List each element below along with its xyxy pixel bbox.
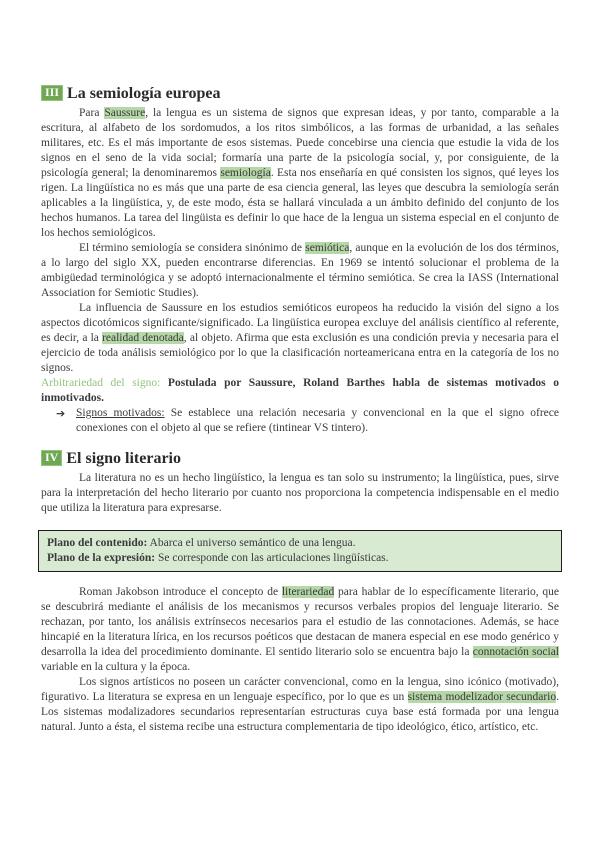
section-heading [41, 449, 559, 468]
definition-term: Plano del contenido: [47, 537, 148, 549]
section-signo-literario [41, 449, 559, 735]
paragraph-literatura: La literatura no es un hecho lingüístico, la lengua es tan solo su instrumento; la lingüística, pues, sirve para la interpretación del hecho literario por cuanto nos proporciona la competencia indispensable en el medio que utiliza la literatura para expresarse. [41, 472, 559, 514]
highlight-term: literariedad [281, 586, 335, 598]
paragraph-signos-artisticos: Los signos artísticos no poseen un carácter convencional, como en la lengua, sino icónico (motivado), figurativo. La literatura se expresa en un lenguaje específico, por lo que es un sistema modelizador secundario. Los sistemas modalizadores secundarios representarían estructuras cuya base está formada por una lengua natural. Junto a ésta, el sistema recibe una estructura complementaria de tipo ideológico, ético, artístico, etc. [41, 676, 559, 733]
highlight-term: semiótica [305, 242, 350, 254]
definition-line: Plano de la expresión: Se corresponde con las articulaciones lingüísticas. [47, 552, 389, 564]
list-item-signos-motivados: ➔ Signos motivados: Se establece una relación necesaria y convencional en la que el signo ofrece conexiones con el objeto al que se refiere (tintinear VS tintero). [56, 407, 559, 434]
paragraph-saussure: Para Saussure, la lengua es un sistema de signos que expresan ideas, y por tanto, comparable a la escritura, al alfabeto de los sordomudos, a los ritos simbólicos, a las formas de urbanidad, a las señales militares, etc. Es el más importante de esos sistemas. Puede concebirse una ciencia que estudie la vida de los signos en el seno de la vida social; formaría una parte de la psicología social, y, por consiguiente, de la psicología general; la denominaremos semiología. Esta nos enseñaría en qué consisten los signos, qué leyes los rigen. La lingüística no es más que una parte de esa ciencia general, las leyes que descubra la semiología serán aplicables a la lingüística, y, de este modo, ésta se hallará vinculada a un ámbito definido del conjunto de los hechos humanos. La tarea del lingüista es definir lo que hace de la lengua un sistema especial en el conjunto de los hechos semiológicos. [41, 107, 559, 239]
definition-term: Plano de la expresión: [47, 552, 156, 564]
section-heading [41, 84, 559, 103]
section-title: La semiología europea [67, 85, 221, 102]
arrow-bullet-icon: ➔ [56, 407, 66, 420]
paragraph-influencia: La influencia de Saussure en los estudios semióticos europeos ha reducido la visión del signo a los aspectos dicotómicos significante/significado. La lingüística europea excluye del análisis científico al referente, es decir, a la realidad denotada, al objeto. Afirma que esta exclusión es una condición previa y necesaria para el ejercicio de toda análisis semiológico por lo que la clasificación norteamericana entra en la categoría de los no signos. [41, 302, 559, 374]
definition-box [38, 530, 562, 572]
highlight-term: semiología [220, 167, 271, 179]
definition-line: Plano del contenido: Abarca el universo semántico de una lengua. [47, 537, 356, 549]
section-number-badge: IV [41, 450, 62, 466]
section-semiologia-europea [41, 84, 559, 436]
term-label: Arbitrariedad del signo: [41, 377, 161, 389]
section-title: El signo literario [66, 450, 181, 467]
highlight-term: sistema modelizador secundario [407, 691, 557, 703]
highlight-term: Saussure [104, 107, 146, 119]
paragraph-semiotica: El término semiología se considera sinónimo de semiótica, aunque en la evolución de los dos términos, a lo largo del siglo XX, pueden encontrarse diferencias. En 1969 se intentó solucionar el problema de la ambigüedad terminológica y se adoptó internacionalmente el término semiótica. Se crea la IASS (International Association for Semiotic Studies). [41, 242, 559, 299]
paragraph-jakobson: Roman Jakobson introduce el concepto de literariedad para hablar de lo específicamente literario, que se descubrirá mediante el análisis de los mecanismos y recursos verbales propios del lenguaje literario. Se rechazan, por tanto, los análisis extrínsecos necesarios para el estudio de las connotaciones. Además, se hace hincapié en la literatura lírica, en los recursos poéticos que destacan de manera especial en ese modo genérico y desarrolla la idea del procedimiento dominante. El sentido literario solo se encuentra bajo la connotación social variable en la cultura y la época. [41, 586, 560, 673]
highlight-term: realidad denotada [102, 332, 184, 344]
paragraph-arbitrariedad: Arbitrariedad del signo: Postulada por Saussure, Roland Barthes habla de sistemas motivados o inmotivados. [41, 377, 559, 404]
bullet-term: Signos motivados: [76, 407, 165, 419]
highlight-term: connotación social [472, 646, 560, 658]
section-number-badge: III [41, 85, 63, 101]
